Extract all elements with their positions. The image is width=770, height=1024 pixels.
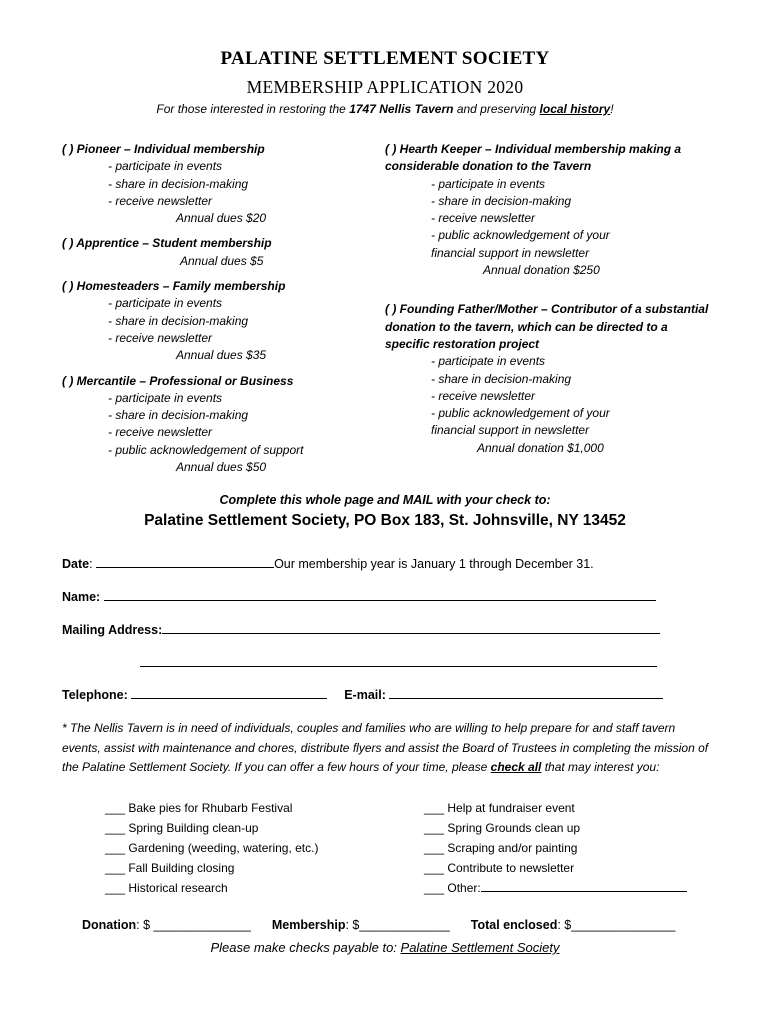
tagline-tavern: 1747 Nellis Tavern <box>349 102 454 116</box>
date-field[interactable] <box>96 556 274 568</box>
volunteer-option[interactable]: ___ Bake pies for Rhubarb Festival <box>105 801 293 815</box>
volunteer-option[interactable]: ___ Spring Grounds clean up <box>424 821 581 835</box>
mailing-address-heading: Palatine Settlement Society, PO Box 183, St. Johnsville, NY 13452 <box>144 512 626 529</box>
perk-item: - share in decision-making <box>108 313 249 328</box>
membership-option-apprentice[interactable]: ( ) Apprentice – Student membership <box>62 236 272 251</box>
membership-option-mercantile[interactable]: ( ) Mercantile – Professional or Business <box>62 373 294 388</box>
total-label: Total enclosed <box>470 918 558 932</box>
donation-label: Donation <box>82 918 137 932</box>
dues-amount: Annual dues $5 <box>180 253 264 268</box>
email-field[interactable] <box>389 687 663 699</box>
perk-item: - participate in events <box>108 390 223 405</box>
perk-item: - participate in events <box>108 159 223 174</box>
volunteer-note-text: * The Nellis Tavern is in need of individuals, couples and families who are willing to help prepare for and staff tavern events, assist with maintenance and chores, distribute flyers and assist the Board of Trustees in completing the mission of the Palatine Settlement Society. If you can offer a few hours of your time, please <box>62 721 709 775</box>
tagline-text: For those interested in restoring the <box>156 102 350 116</box>
volunteer-option[interactable]: ___ Scraping and/or painting <box>424 841 578 855</box>
membership-label: Membership <box>271 918 346 932</box>
perk-item: - share in decision-making <box>431 193 572 208</box>
volunteer-note-end: that may interest you: <box>541 760 660 775</box>
telephone-label: Telephone: <box>62 688 128 702</box>
perk-item: financial support in newsletter <box>431 423 590 438</box>
memberships-left-column <box>62 141 382 476</box>
perk-item: - receive newsletter <box>108 425 213 440</box>
address-row-2 <box>140 655 657 670</box>
tagline-local-history: local history <box>539 102 611 116</box>
volunteer-option[interactable]: ___ Historical research <box>105 881 228 895</box>
application-title: MEMBERSHIP APPLICATION 2020 <box>246 77 524 97</box>
perk-item: - share in decision-making <box>108 176 249 191</box>
donation-field[interactable]: : $ ______________ <box>136 918 251 932</box>
dues-amount: Annual dues $20 <box>176 211 267 226</box>
membership-option-founding-parent[interactable]: ( ) Founding Father/Mother – Contributor of a substantial donation to the tavern, which can be directed to a specific restoration project <box>385 302 709 351</box>
volunteer-option[interactable]: ___ Help at fundraiser event <box>424 801 575 815</box>
email-label: E-mail: <box>344 688 386 702</box>
perk-item: - receive newsletter <box>431 211 536 226</box>
perk-item: - public acknowledgement of your <box>431 406 610 421</box>
volunteer-options-right <box>424 798 687 898</box>
volunteer-option[interactable]: ___ Contribute to newsletter <box>424 861 575 875</box>
name-row <box>62 589 656 604</box>
address-label: Mailing Address: <box>62 623 163 637</box>
address-row <box>62 622 660 637</box>
volunteer-option[interactable]: ___ Spring Building clean-up <box>105 821 259 835</box>
membership-field[interactable]: : $_____________ <box>345 918 450 932</box>
other-field[interactable] <box>481 879 687 892</box>
dues-amount: Annual dues $50 <box>176 460 267 475</box>
donation-amount: Annual donation $250 <box>483 263 600 278</box>
other-label: ___ Other: <box>424 881 481 895</box>
tagline-end: ! <box>610 102 614 116</box>
perk-item: - participate in events <box>431 354 546 369</box>
membership-year-note: Our membership year is January 1 through December 31. <box>274 557 594 571</box>
volunteer-note <box>62 719 712 778</box>
perk-item: - receive newsletter <box>108 330 213 345</box>
mailing-address-field-2[interactable] <box>140 655 657 667</box>
totals-row <box>82 918 676 932</box>
name-field[interactable] <box>104 589 656 601</box>
perk-item: - receive newsletter <box>108 193 213 208</box>
telephone-field[interactable] <box>131 687 327 699</box>
mailing-address-field[interactable] <box>162 622 660 634</box>
membership-option-pioneer[interactable]: ( ) Pioneer – Individual membership <box>62 142 265 156</box>
perk-item: - participate in events <box>431 176 546 191</box>
payee-name: Palatine Settlement Society <box>400 940 560 955</box>
volunteer-option-other[interactable] <box>424 878 687 898</box>
perk-item: - participate in events <box>108 296 223 311</box>
membership-option-hearth-keeper[interactable]: ( ) Hearth Keeper – Individual membership making a considerable donation to the Tavern <box>385 142 682 174</box>
volunteer-option[interactable]: ___ Gardening (weeding, watering, etc.) <box>105 841 319 855</box>
payable-note <box>0 940 770 955</box>
society-title: PALATINE SETTLEMENT SOCIETY <box>220 48 550 69</box>
perk-item: - public acknowledgement of your <box>431 228 610 243</box>
perk-item: - receive newsletter <box>431 388 536 403</box>
perk-item: - share in decision-making <box>431 371 572 386</box>
tagline <box>0 102 770 116</box>
payable-text: Please make checks payable to: <box>210 940 401 955</box>
date-label: Date <box>62 557 90 571</box>
date-row: Date: Our membership year is January 1 through December 31. <box>62 557 594 571</box>
total-field[interactable]: : $_______________ <box>557 918 676 932</box>
check-all-emphasis: check all <box>490 760 542 775</box>
tagline-text-mid: and preserving <box>453 102 540 116</box>
perk-item: - public acknowledgement of support <box>108 442 304 457</box>
membership-option-homesteaders[interactable]: ( ) Homesteaders – Family membership <box>62 279 286 294</box>
mail-instructions: Complete this whole page and MAIL with your check to: <box>219 493 551 507</box>
memberships-right-column <box>385 141 710 457</box>
perk-item: financial support in newsletter <box>431 245 590 260</box>
volunteer-option[interactable]: ___ Fall Building closing <box>105 861 235 875</box>
contact-row <box>62 687 663 702</box>
volunteer-options-left <box>105 798 318 898</box>
dues-amount: Annual dues $35 <box>176 348 267 363</box>
donation-amount: Annual donation $1,000 <box>477 440 604 455</box>
perk-item: - share in decision-making <box>108 408 249 423</box>
name-label: Name: <box>62 590 101 604</box>
